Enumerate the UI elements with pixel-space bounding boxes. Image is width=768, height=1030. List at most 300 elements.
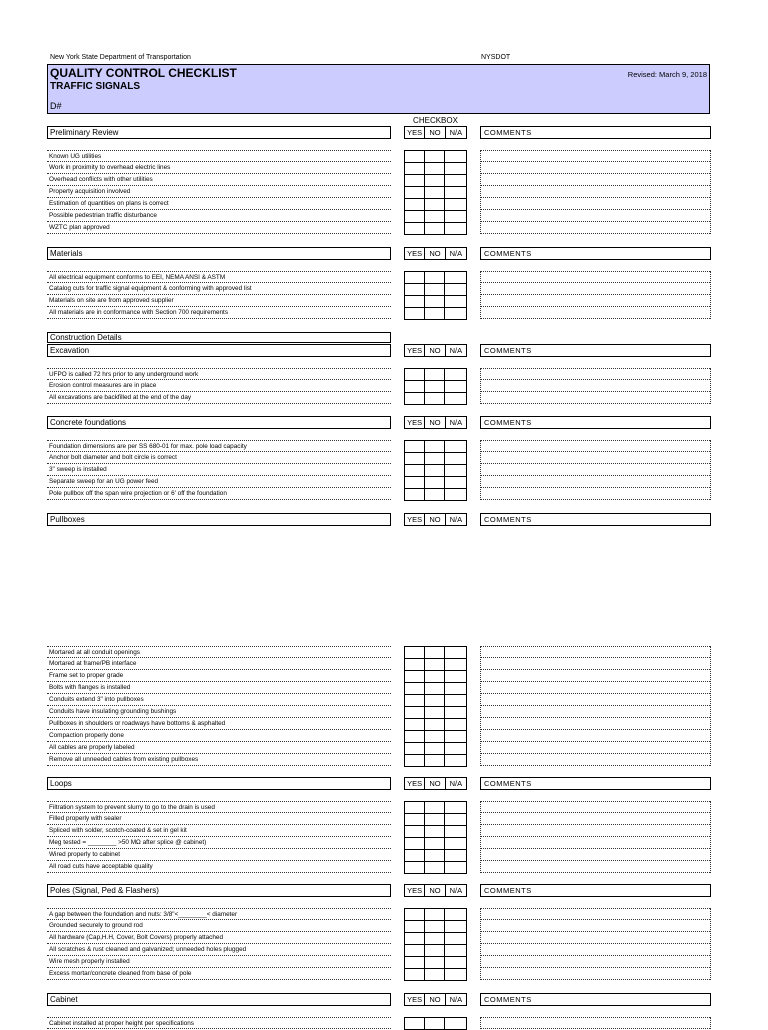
checkbox-yes[interactable] (405, 453, 425, 464)
checkbox-row (405, 477, 466, 489)
checkbox-na[interactable] (445, 223, 466, 234)
section-title: Pullboxes (47, 513, 391, 526)
checklist-item: Grounded securely to ground rod (47, 920, 391, 932)
checkbox-no[interactable] (425, 850, 445, 861)
checkbox-row (405, 707, 466, 719)
checkbox-row (405, 838, 466, 850)
checkbox-yes[interactable] (405, 814, 425, 825)
checkbox-no[interactable] (425, 802, 445, 813)
agency-name: New York State Department of Transportation (50, 54, 191, 61)
checkbox-yes[interactable] (405, 802, 425, 813)
checkbox-yes[interactable] (405, 489, 425, 500)
section-title: Concrete foundations (47, 416, 391, 429)
column-na: N/A (449, 779, 463, 788)
checkbox-no[interactable] (425, 308, 445, 319)
checkbox-no[interactable] (425, 163, 445, 174)
checklist-item: Mortared at frame/PB interface (47, 658, 391, 670)
checkbox-yes[interactable] (405, 933, 425, 944)
checkbox-row (405, 755, 466, 767)
checkbox-no[interactable] (425, 969, 445, 980)
checkbox-na[interactable] (445, 296, 466, 307)
checkbox-na[interactable] (445, 683, 466, 694)
comment-field[interactable] (481, 307, 710, 319)
checkbox-na[interactable] (445, 707, 466, 718)
checkbox-na[interactable] (445, 272, 466, 283)
checkbox-yes[interactable] (405, 465, 425, 476)
checkbox-yes[interactable] (405, 707, 425, 718)
checkbox-yes[interactable] (405, 296, 425, 307)
checkbox-row (405, 683, 466, 695)
column-yes: YES (405, 248, 425, 259)
comment-field[interactable] (481, 694, 710, 706)
checkbox-yes[interactable] (405, 683, 425, 694)
checklist-item: Separate sweep for an UG power feed (47, 476, 391, 488)
checkbox-row (405, 211, 466, 223)
checkbox-na[interactable] (445, 945, 466, 956)
checklist-item: Conduits extend 3" into pullboxes (47, 694, 391, 706)
group-title: Construction Details (47, 332, 391, 343)
comment-field[interactable] (481, 646, 710, 658)
checkbox-no[interactable] (425, 393, 445, 404)
yes-no-na-header (404, 247, 467, 260)
checklist-item: Catalog cuts for traffic signal equipment & conforming with approved list (47, 283, 391, 295)
column-na: N/A (449, 249, 463, 258)
comments-header: COMMENTS (480, 993, 711, 1006)
agency-short-name: NYSDOT (481, 54, 511, 61)
checkbox-no[interactable] (425, 862, 445, 873)
checkbox-row (405, 862, 466, 874)
section-title: Poles (Signal, Ped & Flashers) (47, 884, 391, 897)
checklist-item: Foundation dimensions are per SS 680-01 for max. pole load capacity (47, 440, 391, 452)
checkbox-na[interactable] (445, 441, 466, 452)
checkbox-yes[interactable] (405, 719, 425, 730)
checklist-item: Compaction properly done (47, 730, 391, 742)
checkbox-yes[interactable] (405, 909, 425, 920)
checklist-item: Materials on site are from approved supplier (47, 295, 391, 307)
comments-area (480, 440, 711, 500)
checkbox-row (405, 719, 466, 731)
column-yes: YES (405, 514, 425, 525)
checkbox-no[interactable] (425, 477, 445, 488)
checklist-item: Possible pedestrian traffic disturbance (47, 210, 391, 222)
checkbox-yes[interactable] (405, 187, 425, 198)
checkbox-yes[interactable] (405, 755, 425, 766)
checklist-item: WZTC plan approved (47, 222, 391, 234)
comment-field[interactable] (481, 271, 710, 283)
checkbox-row (405, 826, 466, 838)
checklist-item: Anchor bolt diameter and bolt circle is correct (47, 452, 391, 464)
comment-field[interactable] (481, 861, 710, 873)
checkbox-na[interactable] (445, 151, 466, 162)
checkbox-row (405, 647, 466, 659)
column-yes: YES (405, 885, 425, 896)
comments-header: COMMENTS (480, 416, 711, 429)
comment-field[interactable] (481, 198, 710, 210)
checkbox-no[interactable] (425, 453, 445, 464)
section-title: Excavation (47, 344, 391, 357)
checkbox-row (405, 465, 466, 477)
checkbox-row (405, 187, 466, 199)
checkbox-no[interactable] (425, 659, 445, 670)
column-yes: YES (405, 417, 425, 428)
checkbox-row (405, 1018, 466, 1030)
checkbox-na[interactable] (445, 957, 466, 968)
comment-field[interactable] (481, 920, 710, 932)
checkbox-no[interactable] (425, 187, 445, 198)
checklist-item: Cabinet installed at proper height per specifications (47, 1017, 391, 1029)
checkbox-yes[interactable] (405, 862, 425, 873)
comment-field[interactable] (481, 464, 710, 476)
checklist-item: 3" sweep is installed (47, 464, 391, 476)
checkbox-na[interactable] (445, 453, 466, 464)
checkbox-row (405, 453, 466, 465)
checkbox-row (405, 933, 466, 945)
checkbox-row (405, 369, 466, 381)
checkbox-no[interactable] (425, 671, 445, 682)
checkbox-yes[interactable] (405, 850, 425, 861)
checklist-item: Remove all unneeded cables from existing pullboxes (47, 754, 391, 766)
comment-field[interactable] (481, 476, 710, 488)
checkbox-na[interactable] (445, 743, 466, 754)
checklist-item: Spliced with solder, scotch-coated & set in gel kit (47, 825, 391, 837)
comments-area (480, 908, 711, 980)
checkbox-yes[interactable] (405, 659, 425, 670)
comment-field[interactable] (481, 956, 710, 968)
checkbox-row (405, 957, 466, 969)
comment-field[interactable] (481, 813, 710, 825)
checkbox-grid (404, 368, 467, 405)
checkbox-no[interactable] (425, 381, 445, 392)
checkbox-na[interactable] (445, 719, 466, 730)
checklist-item: All road cuts have acceptable quality (47, 861, 391, 873)
page-title: QUALITY CONTROL CHECKLIST (50, 66, 237, 80)
checkbox-yes[interactable] (405, 671, 425, 682)
comment-field[interactable] (481, 186, 710, 198)
checklist-item: Meg tested = ________ >50 MΩ after splice @ cabinet) (47, 837, 391, 849)
comment-field[interactable] (481, 162, 710, 174)
comments-area (480, 150, 711, 234)
checkbox-row (405, 909, 466, 921)
checkbox-na[interactable] (445, 199, 466, 210)
column-na: N/A (449, 418, 463, 427)
comment-field[interactable] (481, 968, 710, 980)
checkbox-yes[interactable] (405, 308, 425, 319)
checkbox-na[interactable] (445, 862, 466, 873)
checkbox-yes[interactable] (405, 826, 425, 837)
checkbox-grid (404, 150, 467, 235)
checkbox-yes[interactable] (405, 731, 425, 742)
checkbox-na[interactable] (445, 393, 466, 404)
checkbox-row (405, 659, 466, 671)
checklist-item: All electrical equipment conforms to EEI, NEMA ANSI & ASTM (47, 271, 391, 283)
checkbox-yes[interactable] (405, 381, 425, 392)
comment-field[interactable] (481, 742, 710, 754)
section-title: Loops (47, 777, 391, 790)
checkbox-no[interactable] (425, 151, 445, 162)
checkbox-row (405, 393, 466, 405)
checkbox-na[interactable] (445, 755, 466, 766)
checkbox-row (405, 731, 466, 743)
checkbox-na[interactable] (445, 826, 466, 837)
checklist-item: All materials are in conformance with Section 700 requirements (47, 307, 391, 319)
checkbox-row (405, 850, 466, 862)
checkbox-no[interactable] (425, 957, 445, 968)
checkbox-na[interactable] (445, 477, 466, 488)
checkbox-row (405, 308, 466, 320)
comment-field[interactable] (481, 837, 710, 849)
checkbox-na[interactable] (445, 175, 466, 186)
checkbox-na[interactable] (445, 308, 466, 319)
checklist-item: UFPO is called 72 hrs prior to any underground work (47, 368, 391, 380)
checklist-item: All scratches & rust cleaned and galvanized; unneeded holes plugged (47, 944, 391, 956)
comments-header: COMMENTS (480, 884, 711, 897)
checkbox-yes[interactable] (405, 211, 425, 222)
checkbox-na[interactable] (445, 284, 466, 295)
checkbox-na[interactable] (445, 850, 466, 861)
checkbox-yes[interactable] (405, 695, 425, 706)
checkbox-yes[interactable] (405, 163, 425, 174)
checkbox-no[interactable] (425, 465, 445, 476)
yes-no-na-header (404, 993, 467, 1006)
checkbox-na[interactable] (445, 731, 466, 742)
column-no: NO (425, 778, 445, 789)
checkbox-yes[interactable] (405, 647, 425, 658)
page-subtitle: TRAFFIC SIGNALS (50, 81, 140, 92)
comments-header: COMMENTS (480, 344, 711, 357)
column-na: N/A (449, 346, 463, 355)
checkbox-no[interactable] (425, 826, 445, 837)
checkbox-no[interactable] (425, 272, 445, 283)
checklist-item: Overhead conflicts with other utilities (47, 174, 391, 186)
checkbox-row (405, 151, 466, 163)
comment-field[interactable] (481, 392, 710, 404)
checkbox-no[interactable] (425, 909, 445, 920)
checkbox-na[interactable] (445, 802, 466, 813)
checkbox-no[interactable] (425, 489, 445, 500)
comment-field[interactable] (481, 1017, 710, 1029)
checkbox-row (405, 945, 466, 957)
comment-field[interactable] (481, 295, 710, 307)
checklist-item: All hardware (Cap,H.H, Cover, Bolt Covers) properly attached (47, 932, 391, 944)
checkbox-row (405, 921, 466, 933)
checkbox-yes[interactable] (405, 175, 425, 186)
checkbox-no[interactable] (425, 175, 445, 186)
comment-field[interactable] (481, 670, 710, 682)
checklist-item: Filtration system to prevent slurry to go to the drain is used (47, 801, 391, 813)
checkbox-na[interactable] (445, 211, 466, 222)
checkbox-no[interactable] (425, 211, 445, 222)
checklist-item: Excess mortar/concrete cleaned from base of pole (47, 968, 391, 980)
comments-header: COMMENTS (480, 126, 711, 139)
checkbox-yes[interactable] (405, 369, 425, 380)
comment-field[interactable] (481, 801, 710, 813)
checkbox-yes[interactable] (405, 151, 425, 162)
checklist-item: All excavations are backfilled at the end of the day (47, 392, 391, 404)
checkbox-no[interactable] (425, 695, 445, 706)
column-na: N/A (449, 128, 463, 137)
section-title: Preliminary Review (47, 126, 391, 139)
checkbox-na[interactable] (445, 187, 466, 198)
checklist-item: Work in proximity to overhead electric lines (47, 162, 391, 174)
comment-field[interactable] (481, 368, 710, 380)
checkbox-na[interactable] (445, 909, 466, 920)
checkbox-na[interactable] (445, 465, 466, 476)
comment-field[interactable] (481, 283, 710, 295)
section-title: Cabinet (47, 993, 391, 1006)
column-no: NO (425, 885, 445, 896)
column-no: NO (425, 345, 445, 356)
checkbox-no[interactable] (425, 814, 445, 825)
checkbox-caption: CHECKBOX (413, 116, 458, 125)
checkbox-no[interactable] (425, 707, 445, 718)
checkbox-no[interactable] (425, 199, 445, 210)
checkbox-yes[interactable] (405, 441, 425, 452)
revised-date: Revised: March 9, 2018 (627, 70, 707, 79)
comment-field[interactable] (481, 174, 710, 186)
checkbox-na[interactable] (445, 969, 466, 980)
comment-field[interactable] (481, 380, 710, 392)
checkbox-row (405, 199, 466, 211)
column-na: N/A (449, 515, 463, 524)
comment-field[interactable] (481, 658, 710, 670)
checklist-item: Erosion control measures are in place (47, 380, 391, 392)
checkbox-no[interactable] (425, 945, 445, 956)
checkbox-yes[interactable] (405, 199, 425, 210)
checkbox-no[interactable] (425, 284, 445, 295)
checklist-item: Conduits have insulating grounding bushings (47, 706, 391, 718)
checkbox-no[interactable] (425, 441, 445, 452)
comment-field[interactable] (481, 210, 710, 222)
checkbox-na[interactable] (445, 163, 466, 174)
checklist-item: A gap between the foundation and nuts: 3/8"<________< diameter (47, 908, 391, 920)
checklist-item: Known UG utilities (47, 150, 391, 162)
comment-field[interactable] (481, 730, 710, 742)
comment-field[interactable] (481, 825, 710, 837)
checkbox-na[interactable] (445, 695, 466, 706)
checkbox-no[interactable] (425, 683, 445, 694)
checkbox-no[interactable] (425, 369, 445, 380)
checkbox-row (405, 969, 466, 981)
checkbox-na[interactable] (445, 814, 466, 825)
comments-area (480, 271, 711, 319)
checkbox-na[interactable] (445, 671, 466, 682)
column-no: NO (425, 127, 445, 138)
checkbox-yes[interactable] (405, 957, 425, 968)
comment-field[interactable] (481, 908, 710, 920)
checklist-item: Estimation of quantities on plans is correct (47, 198, 391, 210)
comment-field[interactable] (481, 754, 710, 766)
checkbox-na[interactable] (445, 659, 466, 670)
comment-field[interactable] (481, 932, 710, 944)
checkbox-na[interactable] (445, 921, 466, 932)
column-yes: YES (405, 778, 425, 789)
checkbox-row (405, 163, 466, 175)
comment-field[interactable] (481, 849, 710, 861)
checkbox-yes[interactable] (405, 945, 425, 956)
checkbox-no[interactable] (425, 647, 445, 658)
comments-area (480, 801, 711, 873)
comment-field[interactable] (481, 706, 710, 718)
checkbox-na[interactable] (445, 381, 466, 392)
checkbox-yes[interactable] (405, 272, 425, 283)
checkbox-na[interactable] (445, 489, 466, 500)
checkbox-row (405, 284, 466, 296)
checkbox-grid (404, 801, 467, 874)
checkbox-no[interactable] (425, 755, 445, 766)
checkbox-grid (404, 908, 467, 981)
checklist-item: Bolts with flanges is installed (47, 682, 391, 694)
checklist-item: Pole pullbox off the span wire projection or 6' off the foundation (47, 488, 391, 500)
checkbox-yes[interactable] (405, 969, 425, 980)
checkbox-yes[interactable] (405, 921, 425, 932)
checkbox-na[interactable] (445, 369, 466, 380)
comments-header: COMMENTS (480, 777, 711, 790)
comment-field[interactable] (481, 718, 710, 730)
checkbox-no[interactable] (425, 719, 445, 730)
checkbox-yes[interactable] (405, 223, 425, 234)
checkbox-grid (404, 646, 467, 767)
checkbox-yes[interactable] (405, 477, 425, 488)
yes-no-na-header (404, 513, 467, 526)
checkbox-no[interactable] (425, 921, 445, 932)
checkbox-no[interactable] (425, 838, 445, 849)
checklist-item: Wire mesh properly installed (47, 956, 391, 968)
checkbox-na[interactable] (445, 838, 466, 849)
column-na: N/A (449, 886, 463, 895)
checkbox-yes[interactable] (405, 393, 425, 404)
comment-field[interactable] (481, 440, 710, 452)
checkbox-row (405, 695, 466, 707)
checkbox-na[interactable] (445, 933, 466, 944)
checkbox-no[interactable] (425, 296, 445, 307)
checkbox-yes[interactable] (405, 743, 425, 754)
checklist-item: Wired properly to cabinet (47, 849, 391, 861)
column-yes: YES (405, 345, 425, 356)
comments-area (480, 368, 711, 404)
yes-no-na-header (404, 777, 467, 790)
checkbox-yes[interactable] (405, 284, 425, 295)
comment-field[interactable] (481, 488, 710, 500)
comments-area (480, 1017, 711, 1029)
yes-no-na-header (404, 416, 467, 429)
comment-field[interactable] (481, 222, 710, 234)
comment-field[interactable] (481, 944, 710, 956)
comment-field[interactable] (481, 682, 710, 694)
column-no: NO (425, 248, 445, 259)
checkbox-grid (404, 440, 467, 501)
checkbox-row (405, 223, 466, 235)
checkbox-row (405, 671, 466, 683)
column-yes: YES (405, 127, 425, 138)
comment-field[interactable] (481, 150, 710, 162)
yes-no-na-header (404, 344, 467, 357)
checklist-item: Pullboxes in shoulders or roadways have bottoms & asphalted (47, 718, 391, 730)
yes-no-na-header (404, 126, 467, 139)
comments-area (480, 646, 711, 766)
checkbox-no[interactable] (425, 731, 445, 742)
checkbox-na[interactable] (445, 647, 466, 658)
checkbox-no[interactable] (425, 743, 445, 754)
comments-header: COMMENTS (480, 247, 711, 260)
checkbox-no[interactable] (425, 223, 445, 234)
checkbox-no[interactable] (425, 933, 445, 944)
comment-field[interactable] (481, 452, 710, 464)
checkbox-yes[interactable] (405, 838, 425, 849)
checklist-item: Filled properly with sealer (47, 813, 391, 825)
checklist-item: All cables are properly labeled (47, 742, 391, 754)
checklist-item: Property acquisition involved (47, 186, 391, 198)
checkbox-row (405, 381, 466, 393)
